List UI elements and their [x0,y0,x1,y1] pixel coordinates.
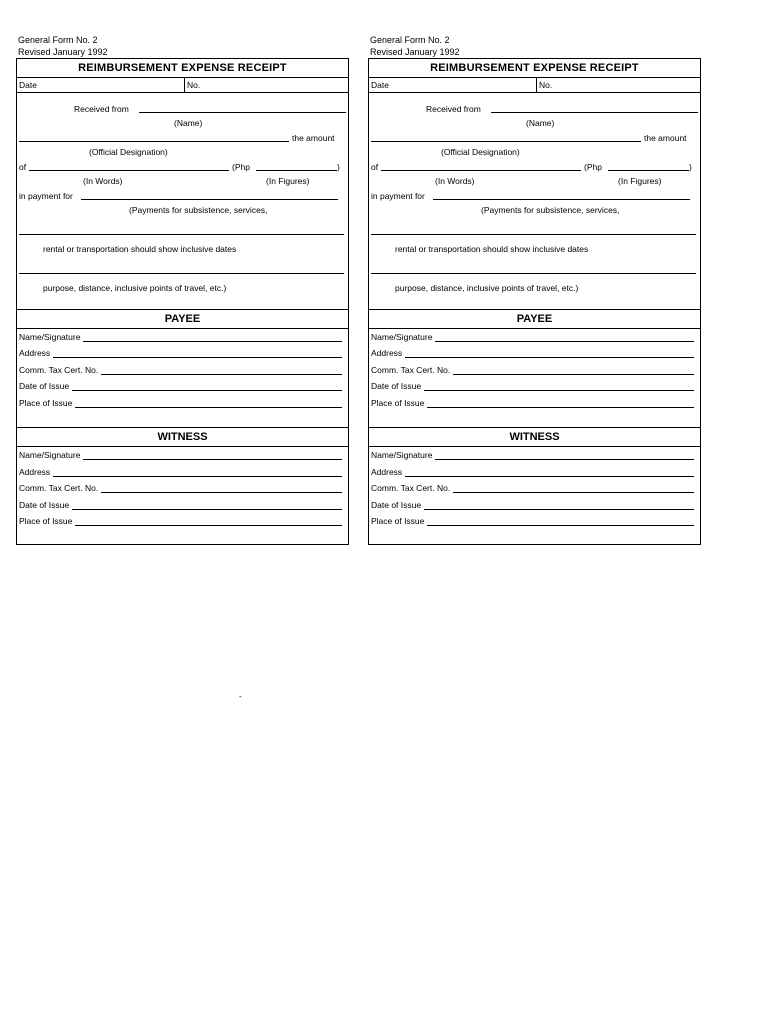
field-label: Comm. Tax Cert. No. [19,365,99,375]
field-label: Address [371,467,403,477]
witness-name-signature[interactable] [371,450,694,460]
field-line[interactable] [435,451,694,460]
witness-fields [17,447,348,544]
field-label: Date of Issue [371,500,422,510]
payments-note-2: rental or transportation should show inclusive dates [395,244,589,254]
payments-note-3: purpose, distance, inclusive points of travel, etc.) [43,283,227,293]
payment-line-2[interactable] [371,225,696,235]
payee-place-of-issue[interactable] [371,398,694,408]
receipt-form-left [16,34,349,545]
witness-address[interactable] [371,467,694,477]
amount-words-line[interactable] [381,161,581,171]
witness-place-of-issue[interactable] [19,516,342,526]
payee-address[interactable] [19,348,342,358]
field-label: Place of Issue [371,398,425,408]
received-from-line[interactable] [139,103,346,113]
form-number: General Form No. 2 [18,35,98,45]
payments-note-1: (Payments for subsistence, services, [129,205,268,215]
witness-place-of-issue[interactable] [371,516,694,526]
payee-name-signature[interactable] [19,332,342,342]
form-number: General Form No. 2 [370,35,450,45]
field-line[interactable] [75,517,342,526]
payee-comm-tax-cert[interactable] [19,365,342,375]
in-words-caption: (In Words) [435,176,475,186]
field-line[interactable] [53,468,342,477]
in-words-caption: (In Words) [83,176,123,186]
field-line[interactable] [72,382,342,391]
field-label: Name/Signature [19,450,81,460]
receipt-box [16,58,349,545]
field-label: Name/Signature [371,332,433,342]
field-line[interactable] [405,349,694,358]
field-line[interactable] [83,451,342,460]
field-line[interactable] [427,399,694,408]
witness-heading: WITNESS [369,428,700,447]
of-label: of [371,162,379,172]
field-label: Date of Issue [19,381,70,391]
received-from-line[interactable] [491,103,698,113]
witness-comm-tax-cert[interactable] [19,483,342,493]
in-payment-for-label: in payment for [19,191,73,201]
payee-date-of-issue[interactable] [371,381,694,391]
php-label: (Php [232,162,250,172]
payment-line-3[interactable] [19,264,344,274]
in-payment-for-label: in payment for [371,191,425,201]
date-field[interactable]: Date [17,78,185,92]
official-designation-caption: (Official Designation) [89,147,168,157]
designation-line[interactable] [371,132,641,142]
amount-words-line[interactable] [29,161,229,171]
field-line[interactable] [453,366,694,375]
received-from-label: Received from [426,104,481,114]
payments-note-1: (Payments for subsistence, services, [481,205,620,215]
payee-address[interactable] [371,348,694,358]
field-line[interactable] [453,484,694,493]
the-amount-label: the amount [644,133,687,143]
receipt-body [369,93,700,310]
payee-heading: PAYEE [369,310,700,329]
witness-heading: WITNESS [17,428,348,447]
php-label: (Php [584,162,602,172]
field-line[interactable] [435,333,694,342]
receipt-form-right [368,34,701,545]
witness-name-signature[interactable] [19,450,342,460]
field-label: Place of Issue [19,516,73,526]
payee-place-of-issue[interactable] [19,398,342,408]
number-field[interactable]: No. [187,80,201,90]
revised-date: Revised January 1992 [370,47,460,57]
payee-fields [369,329,700,427]
receipt-body [17,93,348,310]
receipt-box [368,58,701,545]
amount-figures-line[interactable] [608,161,689,171]
field-line[interactable] [424,501,694,510]
field-label: Comm. Tax Cert. No. [19,483,99,493]
received-from-label: Received from [74,104,129,114]
field-label: Address [19,348,51,358]
payee-date-of-issue[interactable] [19,381,342,391]
field-label: Address [371,348,403,358]
witness-address[interactable] [19,467,342,477]
date-number-row [17,78,348,93]
of-label: of [19,162,27,172]
field-line[interactable] [424,382,694,391]
date-field[interactable]: Date [369,78,537,92]
field-line[interactable] [72,501,342,510]
payee-name-signature[interactable] [371,332,694,342]
in-figures-caption: (In Figures) [266,176,310,186]
payee-comm-tax-cert[interactable] [371,365,694,375]
witness-date-of-issue[interactable] [371,500,694,510]
field-label: Date of Issue [371,381,422,391]
name-caption: (Name) [174,118,203,128]
stray-mark: - [239,692,242,701]
payment-for-line[interactable] [81,190,338,200]
receipt-title: REIMBURSEMENT EXPENSE RECEIPT [17,59,348,78]
field-label: Date of Issue [19,500,70,510]
the-amount-label: the amount [292,133,335,143]
field-label: Name/Signature [19,332,81,342]
amount-figures-line[interactable] [256,161,337,171]
witness-comm-tax-cert[interactable] [371,483,694,493]
field-line[interactable] [101,484,342,493]
field-label: Place of Issue [19,398,73,408]
payee-fields [17,329,348,427]
field-line[interactable] [75,399,342,408]
name-caption: (Name) [526,118,555,128]
payment-for-line[interactable] [433,190,690,200]
date-number-row [369,78,700,93]
payments-note-2: rental or transportation should show inclusive dates [43,244,237,254]
witness-date-of-issue[interactable] [19,500,342,510]
payments-note-3: purpose, distance, inclusive points of travel, etc.) [395,283,579,293]
payee-heading: PAYEE [17,310,348,329]
field-line[interactable] [405,468,694,477]
official-designation-caption: (Official Designation) [441,147,520,157]
field-label: Comm. Tax Cert. No. [371,483,451,493]
close-paren: ) [337,162,340,172]
field-line[interactable] [53,349,342,358]
field-label: Comm. Tax Cert. No. [371,365,451,375]
field-label: Name/Signature [371,450,433,460]
close-paren: ) [689,162,692,172]
receipt-title: REIMBURSEMENT EXPENSE RECEIPT [369,59,700,78]
number-field[interactable]: No. [539,80,553,90]
field-line[interactable] [83,333,342,342]
field-label: Place of Issue [371,516,425,526]
revised-date: Revised January 1992 [18,47,108,57]
designation-line[interactable] [19,132,289,142]
field-line[interactable] [101,366,342,375]
in-figures-caption: (In Figures) [618,176,662,186]
payment-line-3[interactable] [371,264,696,274]
witness-fields [369,447,700,544]
field-line[interactable] [427,517,694,526]
field-label: Address [19,467,51,477]
payment-line-2[interactable] [19,225,344,235]
